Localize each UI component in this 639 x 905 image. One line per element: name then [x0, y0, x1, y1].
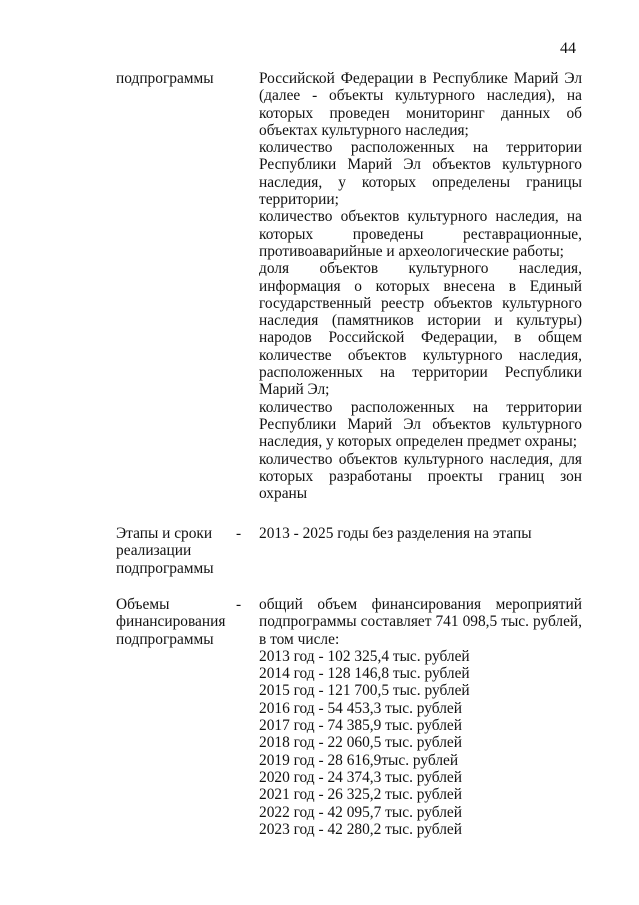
funding-year-line: 2015 год - 121 700,5 тыс. рублей — [259, 682, 470, 700]
funding-year-line: 2013 год - 102 325,4 тыс. рублей — [259, 647, 470, 665]
funding-year-line: 2020 год - 24 374,3 тыс. рублей — [259, 768, 462, 786]
indicator-paragraph: доля объектов культурного наследия, информация о которых внесена в Единый государственный реестр объектов культурного наследия (памятников истории и культуры) народов Российской Федерации, в общем количестве объектов культурного наследия, расположенных на территории Республики Марий Эл; — [259, 260, 582, 399]
funding-dash: - — [236, 596, 242, 613]
funding-content — [259, 596, 582, 838]
funding-year-line: 2017 год - 74 385,9 тыс. рублей — [259, 717, 462, 735]
stages-text: 2013 - 2025 годы без разделения на этапы — [259, 525, 532, 542]
funding-year-line: 2018 год - 22 060,5 тыс. рублей — [259, 734, 462, 752]
indicator-paragraph: количество объектов культурного наследия, на которых проведены реставрационные, противоаварийные и археологические работы; — [259, 208, 582, 260]
funding-label: Объемы финансирования подпрограммы — [116, 596, 226, 648]
funding-year-line: 2014 год - 128 146,8 тыс. рублей — [259, 665, 470, 683]
indicators-content — [259, 70, 582, 502]
funding-year-line: 2019 год - 28 616,9тыс. рублей — [259, 751, 459, 769]
funding-year-line: 2021 год - 26 325,2 тыс. рублей — [259, 786, 462, 804]
funding-year-line: 2023 год - 42 280,2 тыс. рублей — [259, 820, 462, 838]
stages-label: Этапы и сроки реализации подпрограммы — [116, 525, 214, 577]
stages-dash: - — [236, 525, 242, 542]
funding-year-line: 2022 год - 42 095,7 тыс. рублей — [259, 803, 462, 821]
indicators-label: подпрограммы — [116, 70, 214, 87]
indicator-paragraph: Российской Федерации в Республике Марий Эл (далее - объекты культурного наследия), на которых проведен мониторинг данных об объектах культурного наследия; — [259, 70, 582, 139]
indicator-paragraph: количество расположенных на территории Республики Марий Эл объектов культурного наследия, у которых определены границы территории; — [259, 139, 582, 209]
indicator-paragraph: количество объектов культурного наследия, для которых разработаны проекты границ зон охраны — [259, 450, 582, 503]
page-number: 44 — [560, 40, 576, 57]
funding-year-line: 2016 год - 54 453,3 тыс. рублей — [259, 699, 462, 717]
funding-intro: общий объем финансирования мероприятий подпрограммы составляет 741 098,5 тыс. рублей, в том числе: — [259, 596, 582, 648]
indicator-paragraph: количество расположенных на территории Республики Марий Эл объектов культурного наследия, у которых определен предмет охраны; — [259, 398, 582, 451]
